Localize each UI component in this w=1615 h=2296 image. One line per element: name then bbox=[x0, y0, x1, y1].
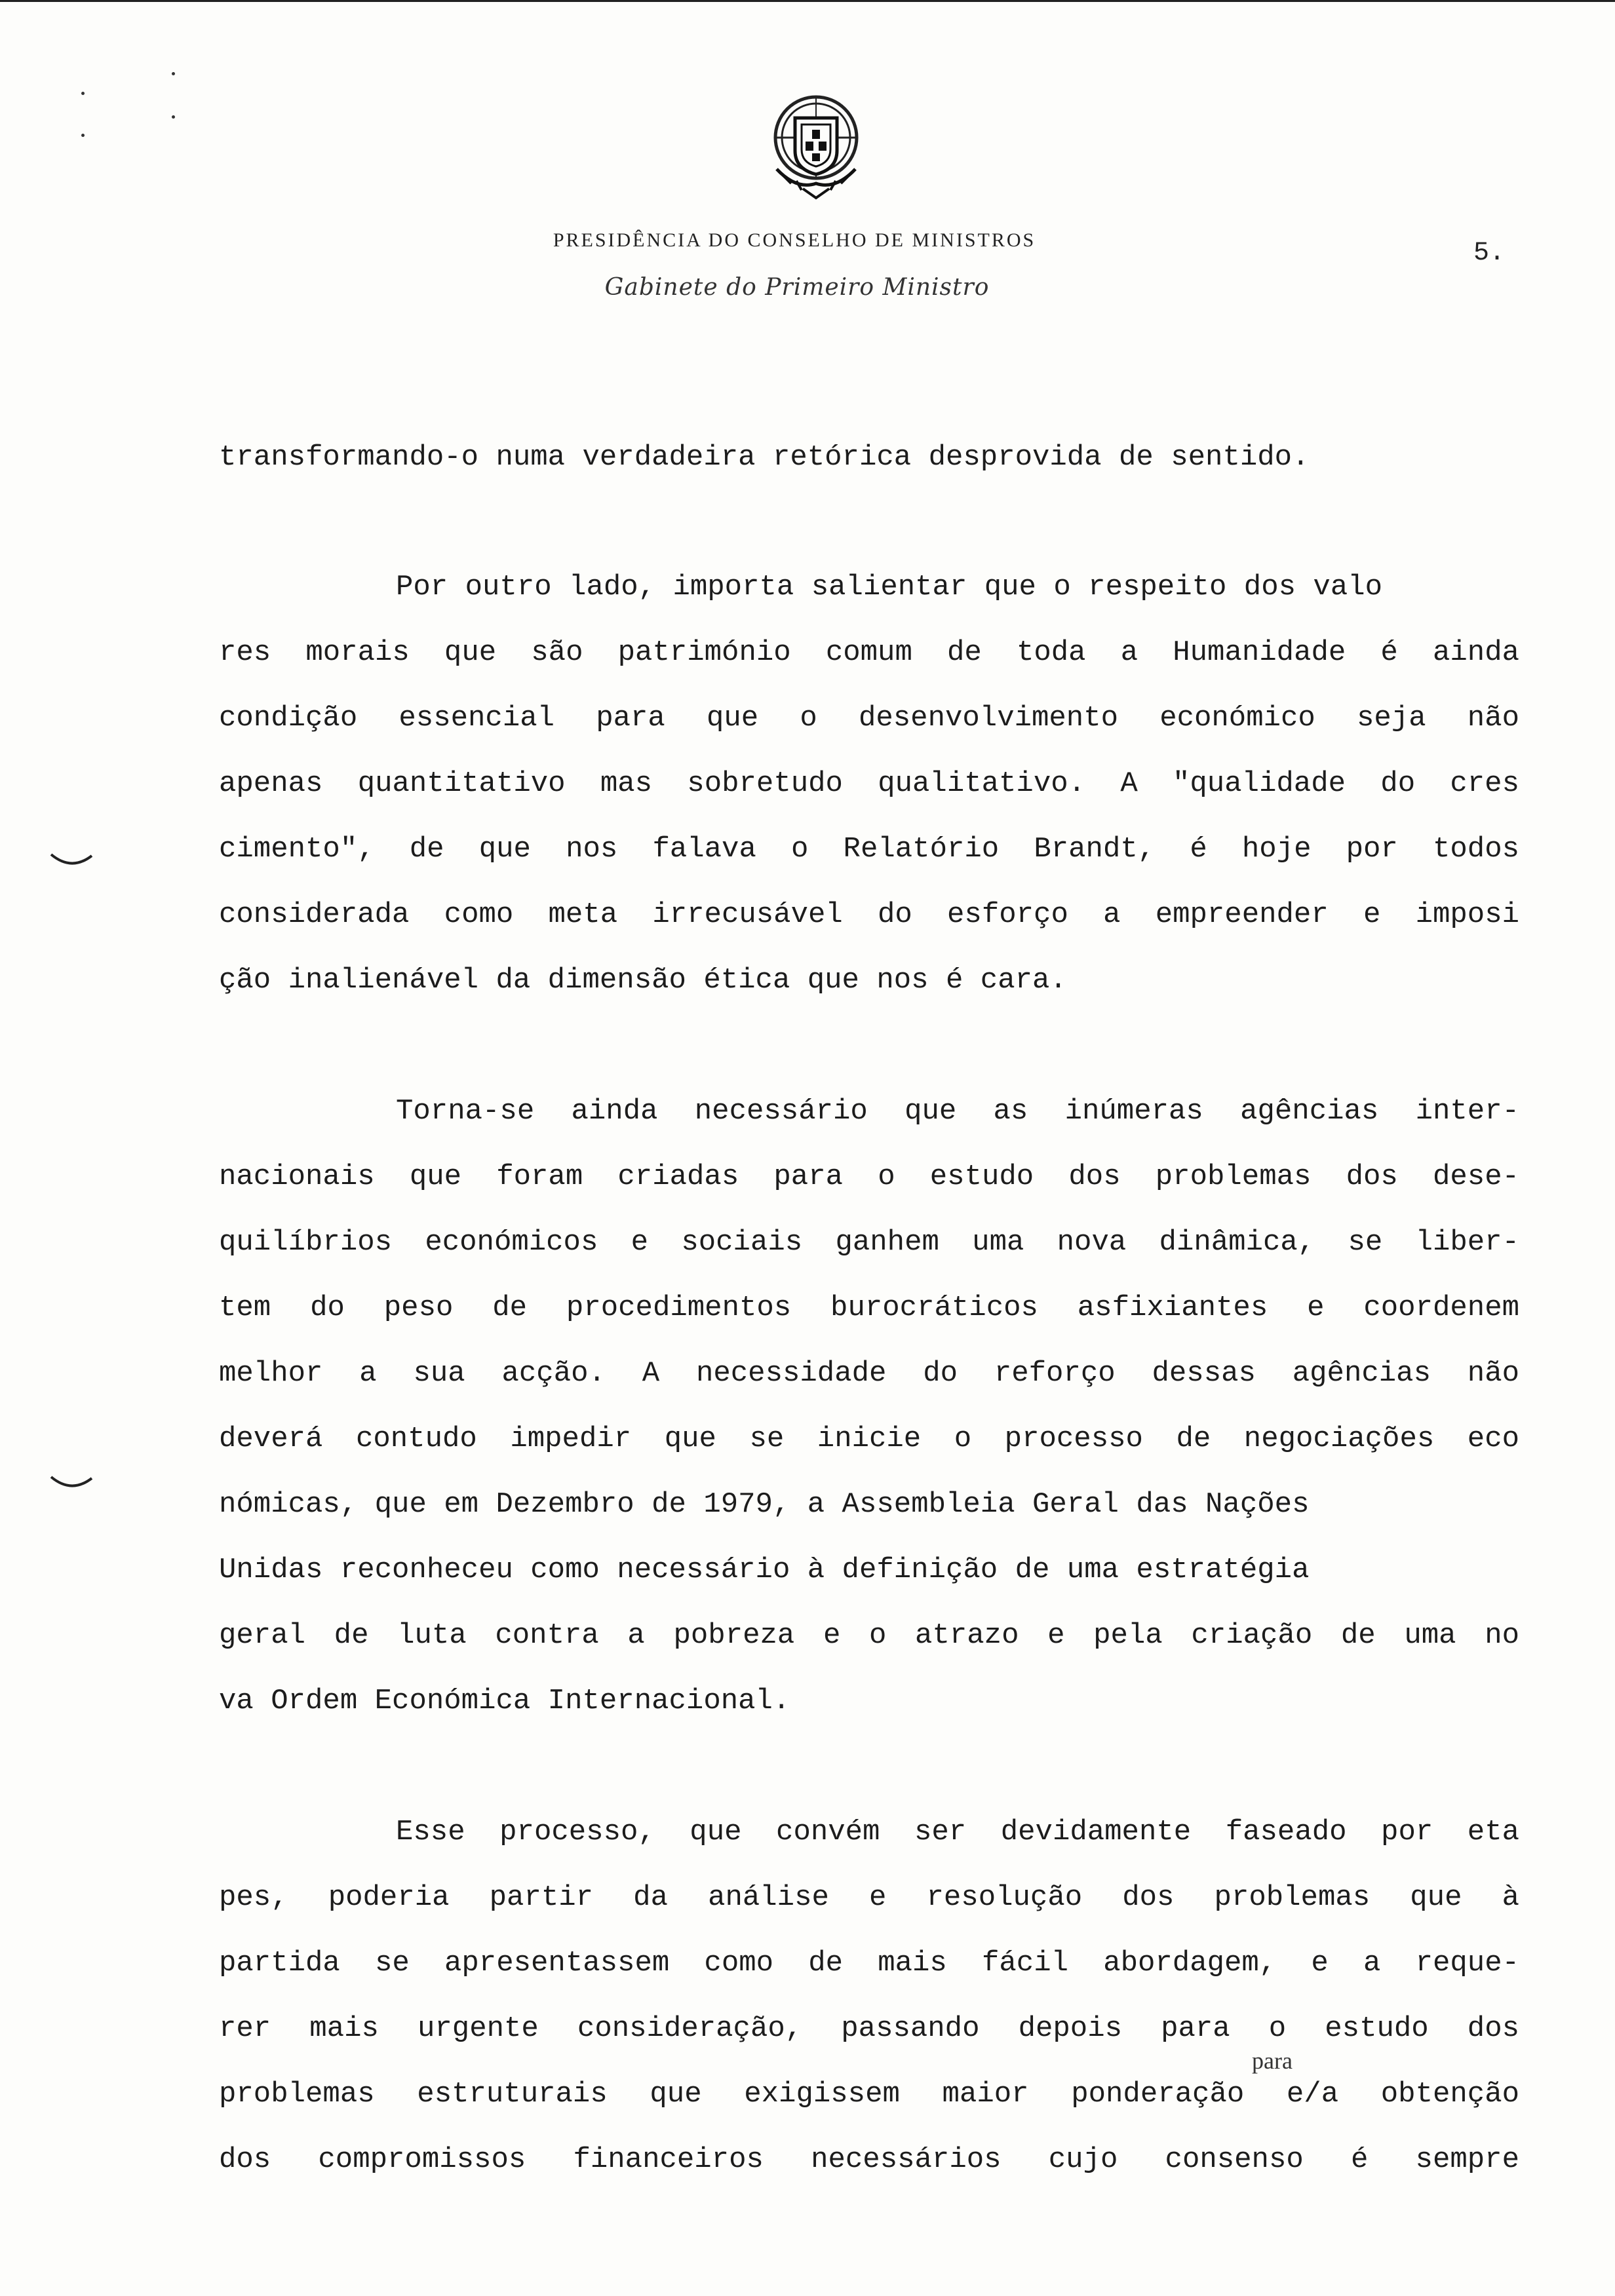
body-line: nómicas, que em Dezembro de 1979, a Assembleia Geral das Nações bbox=[219, 1488, 1310, 1521]
body-line: pes, poderia partir da análise e resolução dos problemas que à bbox=[219, 1881, 1519, 1914]
body-line: va Ordem Económica Internacional. bbox=[219, 1685, 790, 1717]
body-line: geral de luta contra a pobreza e o atrazo e pela criação de uma no bbox=[219, 1619, 1519, 1652]
page-number: 5. bbox=[1473, 239, 1506, 268]
body-line: nacionais que foram criadas para o estudo dos problemas dos dese- bbox=[219, 1160, 1519, 1193]
body-line: rer mais urgente consideração, passando depois para o estudo dos bbox=[219, 2012, 1519, 2045]
body-line: Esse processo, que convém ser devidamente faseado por eta bbox=[396, 1816, 1519, 1848]
body-line: apenas quantitativo mas sobretudo qualitativo. A "qualidade do cres bbox=[219, 767, 1519, 800]
body-line: considerada como meta irrecusável do esforço a empreender e imposi bbox=[219, 898, 1519, 931]
header-subtitle: Gabinete do Primeiro Ministro bbox=[604, 274, 990, 301]
body-line: Unidas reconheceu como necessário à definição de uma estratégia bbox=[219, 1554, 1310, 1586]
body-line: ção inalienável da dimensão ética que nos é cara. bbox=[219, 964, 1067, 997]
coat-of-arms-emblem bbox=[764, 92, 868, 203]
scan-speck bbox=[81, 92, 85, 95]
body-line: dos compromissos financeiros necessários cujo consenso é sempre bbox=[219, 2143, 1519, 2176]
handwritten-insertion: para bbox=[1252, 2048, 1293, 2074]
body-line: deverá contudo impedir que se inicie o processo de negociações eco bbox=[219, 1423, 1519, 1455]
body-line: transformando-o numa verdadeira retórica desprovida de sentido. bbox=[219, 441, 1310, 474]
body-line: quilíbrios económicos e sociais ganhem uma nova dinâmica, se liber- bbox=[219, 1226, 1519, 1259]
body-line: cimento", de que nos falava o Relatório Brandt, é hoje por todos bbox=[219, 833, 1519, 866]
body-line: Por outro lado, importa salientar que o respeito dos valo bbox=[396, 571, 1383, 603]
punch-hole-mark bbox=[49, 1474, 94, 1490]
scan-edge bbox=[0, 0, 1615, 2]
body-line: partida se apresentassem como de mais fácil abordagem, e a reque- bbox=[219, 1947, 1519, 1980]
scan-speck bbox=[172, 72, 175, 75]
body-line: problemas estruturais que exigissem maior ponderação e/a obtenção bbox=[219, 2078, 1519, 2111]
body-line: Torna-se ainda necessário que as inúmeras agências inter- bbox=[396, 1095, 1519, 1128]
punch-hole-mark bbox=[49, 852, 94, 868]
body-line: condição essencial para que o desenvolvimento económico seja não bbox=[219, 702, 1519, 735]
scan-speck bbox=[172, 115, 175, 119]
body-line: res morais que são património comum de toda a Humanidade é ainda bbox=[219, 636, 1519, 669]
body-line: melhor a sua acção. A necessidade do reforço dessas agências não bbox=[219, 1357, 1519, 1390]
header-title: PRESIDÊNCIA DO CONSELHO DE MINISTROS bbox=[553, 229, 1036, 251]
scan-speck bbox=[81, 134, 85, 137]
body-line: tem do peso de procedimentos burocráticos asfixiantes e coordenem bbox=[219, 1292, 1519, 1324]
